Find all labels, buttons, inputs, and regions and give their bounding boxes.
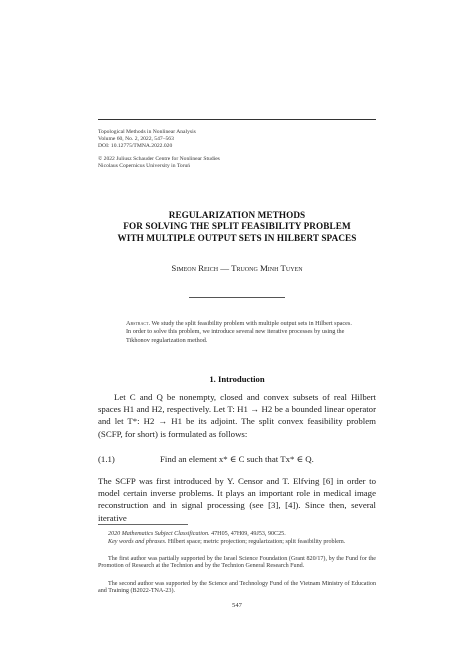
copyright-line-1: © 2022 Juliusz Schauder Centre for Nonlinear Studies — [98, 155, 220, 162]
keywords-label: Key words and phrases. — [108, 539, 167, 545]
title-line-2: FOR SOLVING THE SPLIT FEASIBILITY PROBLEM — [123, 221, 351, 232]
paper-title — [0, 210, 474, 244]
footnote-funding-1: The first author was partially supported by the Israel Science Foundation (Grant 820/17), by the Fund for the Promotion of Research at the Technion and by the Technion General Research Fund. — [98, 556, 376, 570]
keywords-text: Hilbert space; metric projection; regularization; split feasibility problem. — [166, 539, 346, 545]
journal-volume: Volume 60, No. 2, 2022, 547–563 — [98, 136, 174, 143]
journal-header — [98, 129, 220, 170]
section-heading-introduction: 1. Introduction — [209, 374, 265, 384]
title-line-1: REGULARIZATION METHODS — [168, 210, 306, 220]
title-line-3: WITH MULTIPLE OUTPUT SETS IN HILBERT SPACES — [117, 232, 357, 243]
msc-codes: 47H05, 47H09, 49J53, 90C25. — [209, 531, 286, 537]
intro-paragraph-1: Let C and Q be nonempty, closed and convex subsets of real Hilbert spaces H1 and H2, respectively. Let T: H1 → H2 be a bounded linear operator and let T*: H2 → H1 be its adjoint. The split convex feasibility problem (SCFP, for short) is formulated as follows: — [98, 392, 376, 439]
copyright-line-2: Nicolaus Copernicus University in Toruń — [98, 162, 191, 169]
abstract-text: We study the split feasibility problem with multiple output sets in Hilbert spaces. In order to solve this problem, we introduce several new iterative processes by using the Tikhonov regularization method. — [126, 320, 352, 344]
journal-doi: DOI: 10.12775/TMNA.2022.020 — [98, 143, 173, 150]
page-number: 547 — [232, 602, 242, 609]
msc-label: 2020 Mathematics Subject Classification. — [108, 531, 210, 537]
abstract-label: Abstract. — [126, 320, 151, 327]
equation-1-1: Find an element x* ∈ C such that Tx* ∈ Q. — [160, 454, 314, 464]
paper-authors: Simeon Reich — Truong Minh Tuyen — [171, 263, 303, 273]
equation-number: (1.1) — [98, 454, 115, 464]
header-top-rule — [98, 119, 376, 120]
journal-name: Topological Methods in Nonlinear Analysis — [98, 129, 196, 135]
abstract — [126, 320, 352, 345]
author-separator-rule — [189, 297, 285, 298]
footnote-msc — [98, 531, 376, 538]
footnote-funding-2: The second author was supported by the Science and Technology Fund of the Vietnam Ministry of Education and Training (B2022-TNA-23). — [98, 581, 376, 595]
footnote-keywords — [98, 539, 376, 546]
footnote-rule — [98, 524, 188, 525]
intro-paragraph-2: The SCFP was first introduced by Y. Censor and T. Elfving [6] in order to model certain inverse problems. It plays an important role in medical image reconstruction and in signal processing (see [3], [4]). Since then, several iterative — [98, 476, 376, 523]
